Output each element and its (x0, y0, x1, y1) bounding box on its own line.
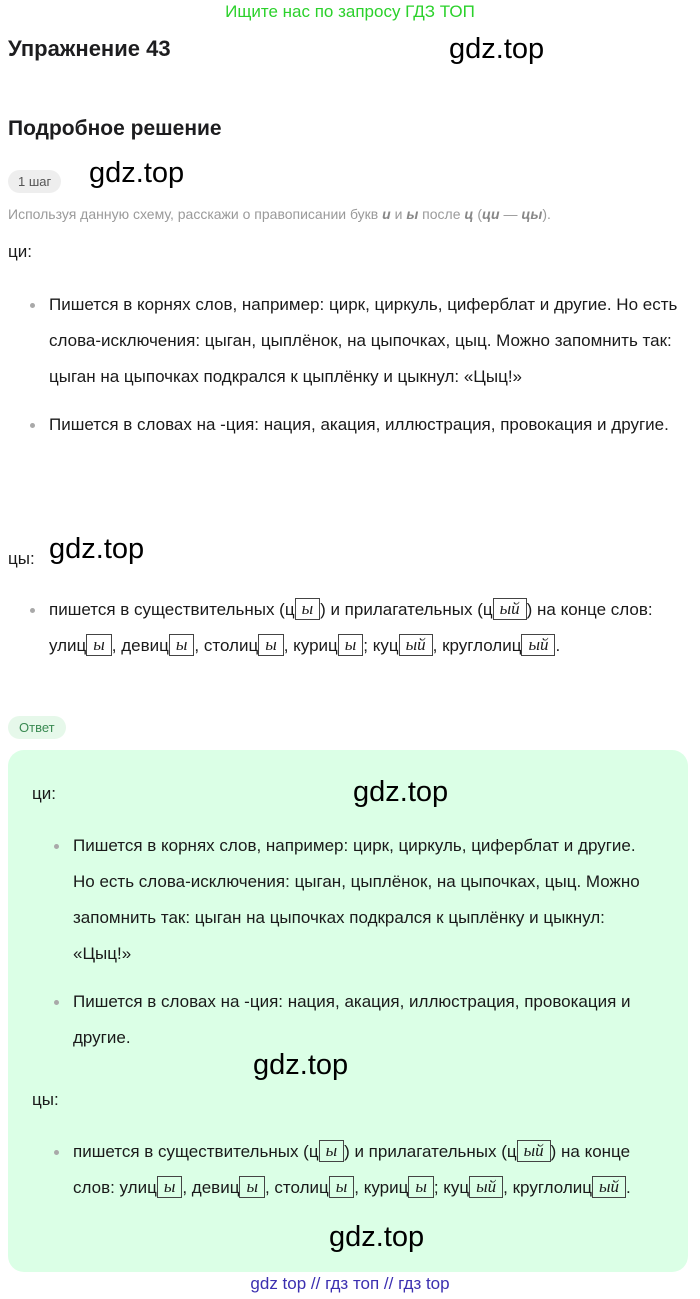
footer-links[interactable]: gdz top // гдз топ // гдз top (250, 1274, 450, 1293)
list-item: пишется в существительных (ц ы ) и прилагательных (ц ый ) на конце слов: улиц ы , девиц ы , столиц ы , куриц ы ; куц ый , круглолиц ый . (32, 1134, 632, 1206)
answer-ci-rules-list (32, 828, 662, 1068)
answer-badge: Ответ (8, 716, 66, 739)
list-item: Пишется в корнях слов, например: цирк, циркуль, циферблат и другие. Но есть слова-исключения: цыган, цыплёнок, на цыпочках, цыц. Можно запомнить так: цыган на цыпочках подкрался к цыплёнку и цыкнул: «Цыц!» (32, 828, 662, 972)
step-badge: 1 шаг (8, 170, 61, 193)
tsy-label: цы: (8, 549, 35, 568)
watermark: gdz.top (329, 1221, 425, 1253)
list-item: Пишется в словах на -ция: нация, акация, иллюстрация, провокация и другие. (32, 984, 662, 1056)
top-banner[interactable]: Ищите нас по запросу ГДЗ ТОП (225, 2, 475, 21)
task-text: Используя данную схему, расскажи о правописании букв и и ы после ц (ци — цы). (8, 206, 551, 222)
watermark: gdz.top (89, 157, 185, 189)
watermark: gdz.top (253, 1049, 349, 1081)
list-item: пишется в существительных (ц ы ) и прилагательных (ц ый ) на конце слов: улиц ы , девиц ы , столиц ы , куриц ы ; куц ый , круглолиц ый . (8, 592, 678, 664)
list-item: Пишется в корнях слов, например: цирк, циркуль, циферблат и другие. Но есть слова-исключения: цыган, цыплёнок, на цыпочках, цыц. Можно запомнить так: цыган на цыпочках подкрался к цыплёнку и цыкнул: «Цыц!» (8, 287, 678, 395)
tsy-rules-list (8, 592, 678, 676)
section-title: Подробное решение (8, 117, 222, 140)
watermark: gdz.top (49, 533, 145, 565)
answer-tsy-rules-list (32, 1134, 632, 1218)
watermark: gdz.top (353, 776, 449, 808)
ci-rules-list (8, 287, 678, 455)
exercise-title: Упражнение 43 (8, 36, 171, 61)
tsy-label: цы: (32, 1090, 59, 1109)
ci-label: ци: (32, 784, 56, 803)
ci-label: ци: (8, 242, 32, 261)
list-item: Пишется в словах на -ция: нация, акация, иллюстрация, провокация и другие. (8, 407, 678, 443)
watermark: gdz.top (449, 33, 545, 65)
